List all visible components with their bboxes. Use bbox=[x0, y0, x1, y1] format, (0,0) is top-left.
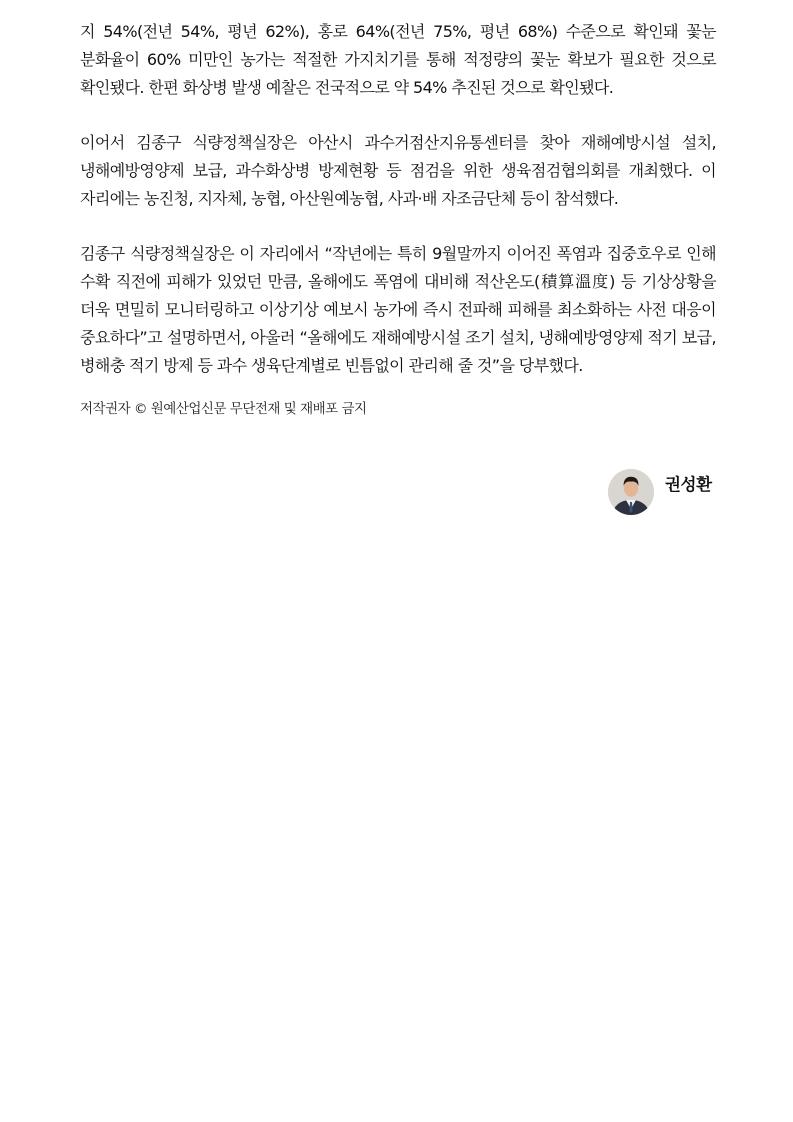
person-photo-icon bbox=[608, 469, 654, 515]
article-paragraph-1: 지 54%(전년 54%, 평년 62%), 홍로 64%(전년 75%, 평년 68%) 수준으로 확인돼 꽃눈 분화율이 60% 미만인 농가는 적절한 가지치기를 통해 적정량의 꽃눈 확보가 필요한 것으로 확인됐다. 한편 화상병 발생 예찰은 전국적으로 약 54% 추진된 것으로 확인됐다. bbox=[80, 22, 716, 97]
author-byline[interactable] bbox=[608, 469, 718, 515]
article-paragraph-2: 이어서 김종구 식량정책실장은 아산시 과수거점산지유통센터를 찾아 재해예방시설 설치, 냉해예방영양제 보급, 과수화상병 방제현황 등 점검을 위한 생육점검협의회를 개최했다. 이 자리에는 농진청, 지자체, 농협, 아산원예농협, 사과·배 자조금단체 등이 참석했다. bbox=[80, 133, 716, 208]
article-body bbox=[80, 18, 716, 419]
author-name[interactable]: 권성환 bbox=[665, 475, 712, 494]
copyright-notice: 저작권자 © 원예산업신문 무단전재 및 재배포 금지 bbox=[80, 401, 367, 417]
avatar[interactable] bbox=[608, 469, 654, 515]
article-paragraph-3: 김종구 식량정책실장은 이 자리에서 “작년에는 특히 9월말까지 이어진 폭염과 집중호우로 인해 수확 직전에 피해가 있었던 만큼, 올해에도 폭염에 대비해 적산온도(積算溫度) 등 기상상황을 더욱 면밀히 모니터링하고 이상기상 예보시 농가에 즉시 전파해 피해를 최소화하는 사전 대응이 중요하다”고 설명하면서, 아울러 “올해에도 재해예방시설 조기 설치, 냉해예방영양제 적기 보급, 병해충 적기 방제 등 과수 생육단계별로 빈틈없이 관리해 줄 것”을 당부했다. bbox=[80, 244, 716, 375]
